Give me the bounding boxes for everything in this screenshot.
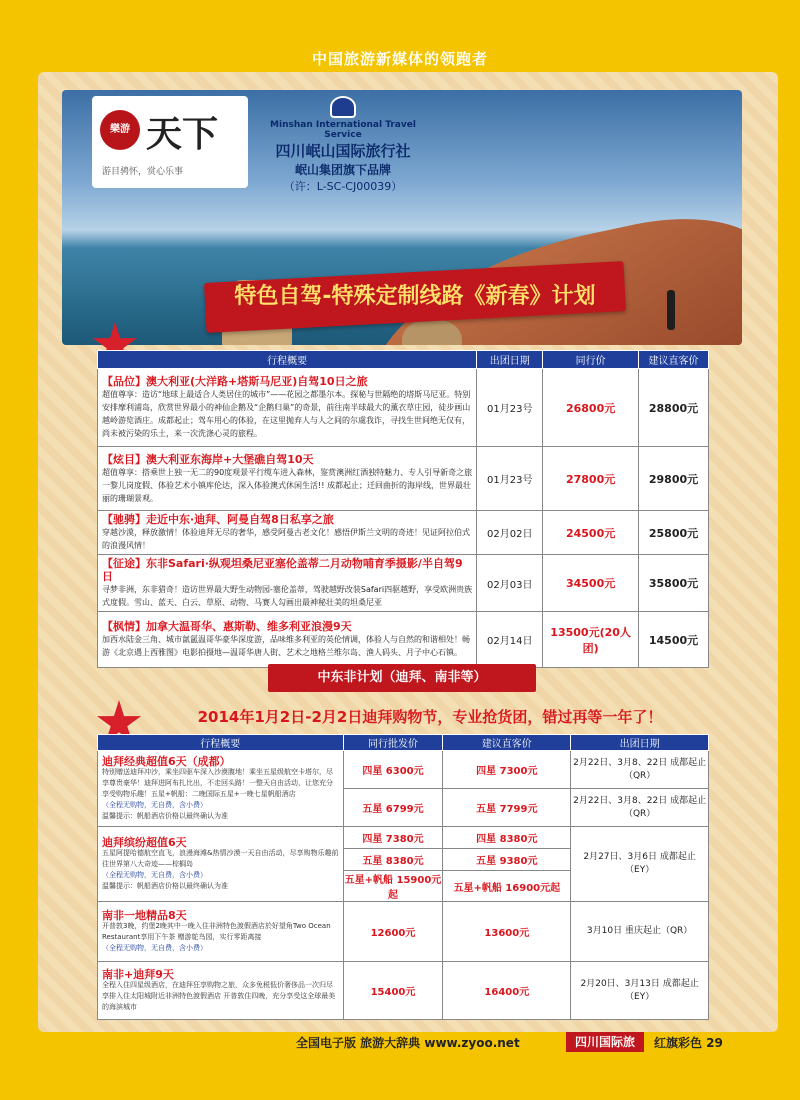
tour-date: 01月23号 bbox=[477, 447, 543, 511]
tour-desc bbox=[98, 555, 477, 612]
retail-price: 五星 7799元 bbox=[443, 789, 571, 827]
tour-desc bbox=[98, 511, 477, 555]
agency-license: （许：L-SC-CJ00039） bbox=[283, 180, 403, 193]
tour-body: 五星阿提哈德航空直飞，浪漫海滩&热情沙漠一天自由活动，尽享购物乐趣前往世界第八大奇迹——棕榈岛 bbox=[102, 848, 339, 868]
tour-desc bbox=[98, 751, 344, 827]
trade-price: 15400元 bbox=[343, 962, 443, 1020]
agency-en: Minshan International Travel Service bbox=[270, 120, 416, 140]
tour-date: 2月22日、3月8、22日 成都起止（QR） bbox=[571, 789, 709, 827]
table-row bbox=[98, 751, 709, 789]
seal-icon: 樂游 bbox=[100, 110, 140, 150]
col-header: 同行价 bbox=[543, 351, 639, 369]
table-row bbox=[98, 447, 709, 511]
tour-date: 02月14日 bbox=[477, 612, 543, 668]
rock-formation bbox=[402, 320, 462, 345]
footer-website: 全国电子版 旅游大辞典 www.zyoo.net bbox=[296, 1036, 520, 1050]
tour-body: 寻梦非洲，东非猎奇！造访世界最大野生动物园-塞伦盖蒂，驾驶越野改装Safari四驱越野，享受欧洲贵族式度假。雪山、蓝天、白云、草原、动物、马赛人勾画出最神秘壮美的坦桑尼亚 bbox=[102, 585, 473, 607]
agency-block bbox=[258, 96, 428, 194]
tour-title: 迪拜缤纷超值6天 bbox=[102, 835, 187, 849]
table-row bbox=[98, 511, 709, 555]
table-row bbox=[98, 902, 709, 962]
table-row bbox=[98, 555, 709, 612]
footer-brand-badge: 四川国际旅 bbox=[566, 1032, 644, 1052]
logo-title: 天下 bbox=[146, 113, 219, 155]
brand-logo bbox=[92, 96, 248, 188]
tour-body: 全程入住四星级酒店，在迪拜狂享购物之旅，众多免税低价奢侈品一次归尽享排入住太阳城附近非洲特色渡假酒店 开普敦住四晚，充分享受这全球最美的海滨城市 bbox=[102, 980, 336, 1011]
tour-date: 02月02日 bbox=[477, 511, 543, 555]
trade-price: 34500元 bbox=[543, 555, 639, 612]
col-header: 出团日期 bbox=[571, 735, 709, 751]
tour-body: 超值尊享：造访“地球上最适合人类居住的城市”——花园之都墨尔本。探秘与世隔绝的塔斯马尼亚。特别安排摩利浦岛，欣赏世界最小的神仙企鹅及“企鹅归巢”的奇景，前往南半球最大的薰衣草庄园，徒步画山越岭游览酒庄。成都起止；驾车用心的体验，在这里抛弃人与人之间的尔虞我诈，寻找生世间绝无仅有，尚未被污染的乐土，来一次洗涤心灵的旅程。 bbox=[102, 390, 471, 438]
retail-price: 13600元 bbox=[443, 902, 571, 962]
retail-price: 29800元 bbox=[639, 447, 709, 511]
tour-note: 温馨提示：帆船酒店价格以最终确认为准 bbox=[102, 811, 228, 820]
tour-table bbox=[97, 350, 709, 668]
retail-price: 28800元 bbox=[639, 369, 709, 447]
tour-date: 2月27日、3月6日 成都起止（EY） bbox=[571, 827, 709, 902]
tour-note: 温馨提示：帆船酒店价格以最终确认为准 bbox=[102, 881, 228, 890]
table-row bbox=[98, 612, 709, 668]
retail-price: 四星 7300元 bbox=[443, 751, 571, 789]
table-row bbox=[98, 827, 709, 849]
retail-price: 35800元 bbox=[639, 555, 709, 612]
col-header: 建议直客价 bbox=[443, 735, 571, 751]
agency-brand: 岷山集团旗下品牌 bbox=[294, 163, 391, 177]
tour-date: 2月22日、3月8、22日 成都起止（QR） bbox=[571, 751, 709, 789]
tour-desc bbox=[98, 962, 344, 1020]
tour-desc bbox=[98, 902, 344, 962]
africa-tour-table bbox=[97, 734, 709, 1020]
retail-price: 14500元 bbox=[639, 612, 709, 668]
tour-desc bbox=[98, 447, 477, 511]
tour-date: 01月23号 bbox=[477, 369, 543, 447]
col-header: 行程概要 bbox=[98, 735, 344, 751]
tour-desc bbox=[98, 612, 477, 668]
trade-price: 四星 6300元 bbox=[343, 751, 443, 789]
tour-title: 南非一地精品8天 bbox=[102, 908, 187, 922]
col-header: 同行批发价 bbox=[343, 735, 443, 751]
section-banner-text: 中东非计划（迪拜、南非等） bbox=[317, 670, 487, 685]
tour-title: 【枫情】加拿大温哥华、惠斯勒、维多利亚浪漫9天 bbox=[102, 620, 352, 633]
tour-title: 【炫目】澳大利亚东海岸+大堡礁自驾10天 bbox=[102, 452, 314, 466]
tour-date: 3月10日 重庆起止（QR） bbox=[571, 902, 709, 962]
agency-cn: 四川岷山国际旅行社 bbox=[275, 142, 411, 160]
tour-title: 迪拜经典超值6天（成都） bbox=[102, 754, 231, 768]
trade-price: 13500元(20人团) bbox=[543, 612, 639, 668]
tour-date: 02月03日 bbox=[477, 555, 543, 612]
trade-price: 24500元 bbox=[543, 511, 639, 555]
tour-tag: （全程无购物，无自费，含小费） bbox=[102, 800, 207, 809]
trade-price: 五星 6799元 bbox=[343, 789, 443, 827]
slogan: 中国旅游新媒体的领跑者 bbox=[311, 50, 488, 68]
trade-price: 26800元 bbox=[543, 369, 639, 447]
agency-logo-icon bbox=[330, 96, 356, 118]
tour-tag: （全程无购物，无自费，含小费） bbox=[102, 943, 207, 952]
table-row bbox=[98, 962, 709, 1020]
tour-tag: （全程无购物，无自费，含小费） bbox=[102, 870, 207, 879]
retail-price: 四星 8380元 bbox=[443, 827, 571, 849]
footer-page-number: 红旗彩色 29 bbox=[654, 1036, 723, 1050]
trade-price: 五星 8380元 bbox=[343, 849, 443, 871]
tour-body: 特别赠送迪拜冲沙，乘坐四驱车深入沙漠腹地！乘坐五星级航空卡塔尔，尽享尊贵豪华！迪拜进阿布扎比出，不走回头路！一整天自由活动，让您充分享受购物乐趣！五星+帆船：二晚国际五星+一晚七星帆船酒店 bbox=[102, 767, 333, 798]
tour-desc bbox=[98, 369, 477, 447]
tour-title: 【品位】澳大利亚(大洋路+塔斯马尼亚)自驾10日之旅 bbox=[102, 375, 368, 388]
hiker-figure bbox=[667, 290, 675, 330]
section-banner bbox=[268, 664, 536, 692]
tour-title: 南非+迪拜9天 bbox=[102, 967, 174, 981]
shopping-festival-slogan: 2014年1月2日-2月2日迪拜购物节，专业抢货团，错过再等一年了！ bbox=[197, 708, 663, 726]
trade-price: 27800元 bbox=[543, 447, 639, 511]
logo-subtitle: 游目骋怀，赏心乐事 bbox=[102, 167, 184, 177]
retail-price: 25800元 bbox=[639, 511, 709, 555]
trade-price: 12600元 bbox=[343, 902, 443, 962]
tour-body: 开普敦3晚，约堡2晚其中一晚入住非洲特色渡假酒店於好望角Two Ocean Restaurant享用下午茶 赠游鸵鸟园，实行零距离接 bbox=[102, 921, 331, 941]
tour-title: 【驰骋】走近中东·迪拜、阿曼自驾8日私享之旅 bbox=[102, 513, 334, 526]
tour-date: 2月20日、3月13日 成都起止（EY） bbox=[571, 962, 709, 1020]
col-header: 建议直客价 bbox=[639, 351, 709, 369]
retail-price: 五星 9380元 bbox=[443, 849, 571, 871]
main-banner-text: 特色自驾-特殊定制线路《新春》计划 bbox=[234, 284, 596, 309]
tour-body: 加西水陆金三角、城市氤氲温哥华豪华深度游，品味维多利亚的英伦情调，体验人与自然的和谐相处！畅游《北京遇上西雅图》电影拍摄地—温哥华唐人街、艺术之地格兰维尔岛、渔人码头、月子中心石镇。 bbox=[102, 635, 470, 657]
tour-title: 【征途】东非Safari·纵观坦桑尼亚塞伦盖蒂二月动物哺育季摄影/半自驾9日 bbox=[102, 557, 463, 583]
col-header: 出团日期 bbox=[477, 351, 543, 369]
trade-price: 四星 7380元 bbox=[343, 827, 443, 849]
tour-body: 超值尊享：搭乘世上独一无二的90度观景平行缆车进入森林，鉴赏澳洲红酒独特魅力、专人引导新奇之旅一黎儿岗度假、体验艺术小镇库伦达，深入体验澳式休闲生活!! 成都起止；迁回曲折的海岸线，世界最壮丽的珊瑚景观。 bbox=[102, 467, 473, 503]
col-header: 行程概要 bbox=[98, 351, 477, 369]
tour-body: 穿越沙漠，释放激情！体验迪拜无尽的奢华，感受阿曼古老文化！感悟伊斯兰文明的奇迹！见证阿拉伯式的浪漫风情！ bbox=[102, 528, 470, 550]
table-row bbox=[98, 369, 709, 447]
trade-price: 五星+帆船 15900元起 bbox=[343, 871, 443, 902]
retail-price: 16400元 bbox=[443, 962, 571, 1020]
retail-price: 五星+帆船 16900元起 bbox=[443, 871, 571, 902]
tour-desc bbox=[98, 827, 344, 902]
